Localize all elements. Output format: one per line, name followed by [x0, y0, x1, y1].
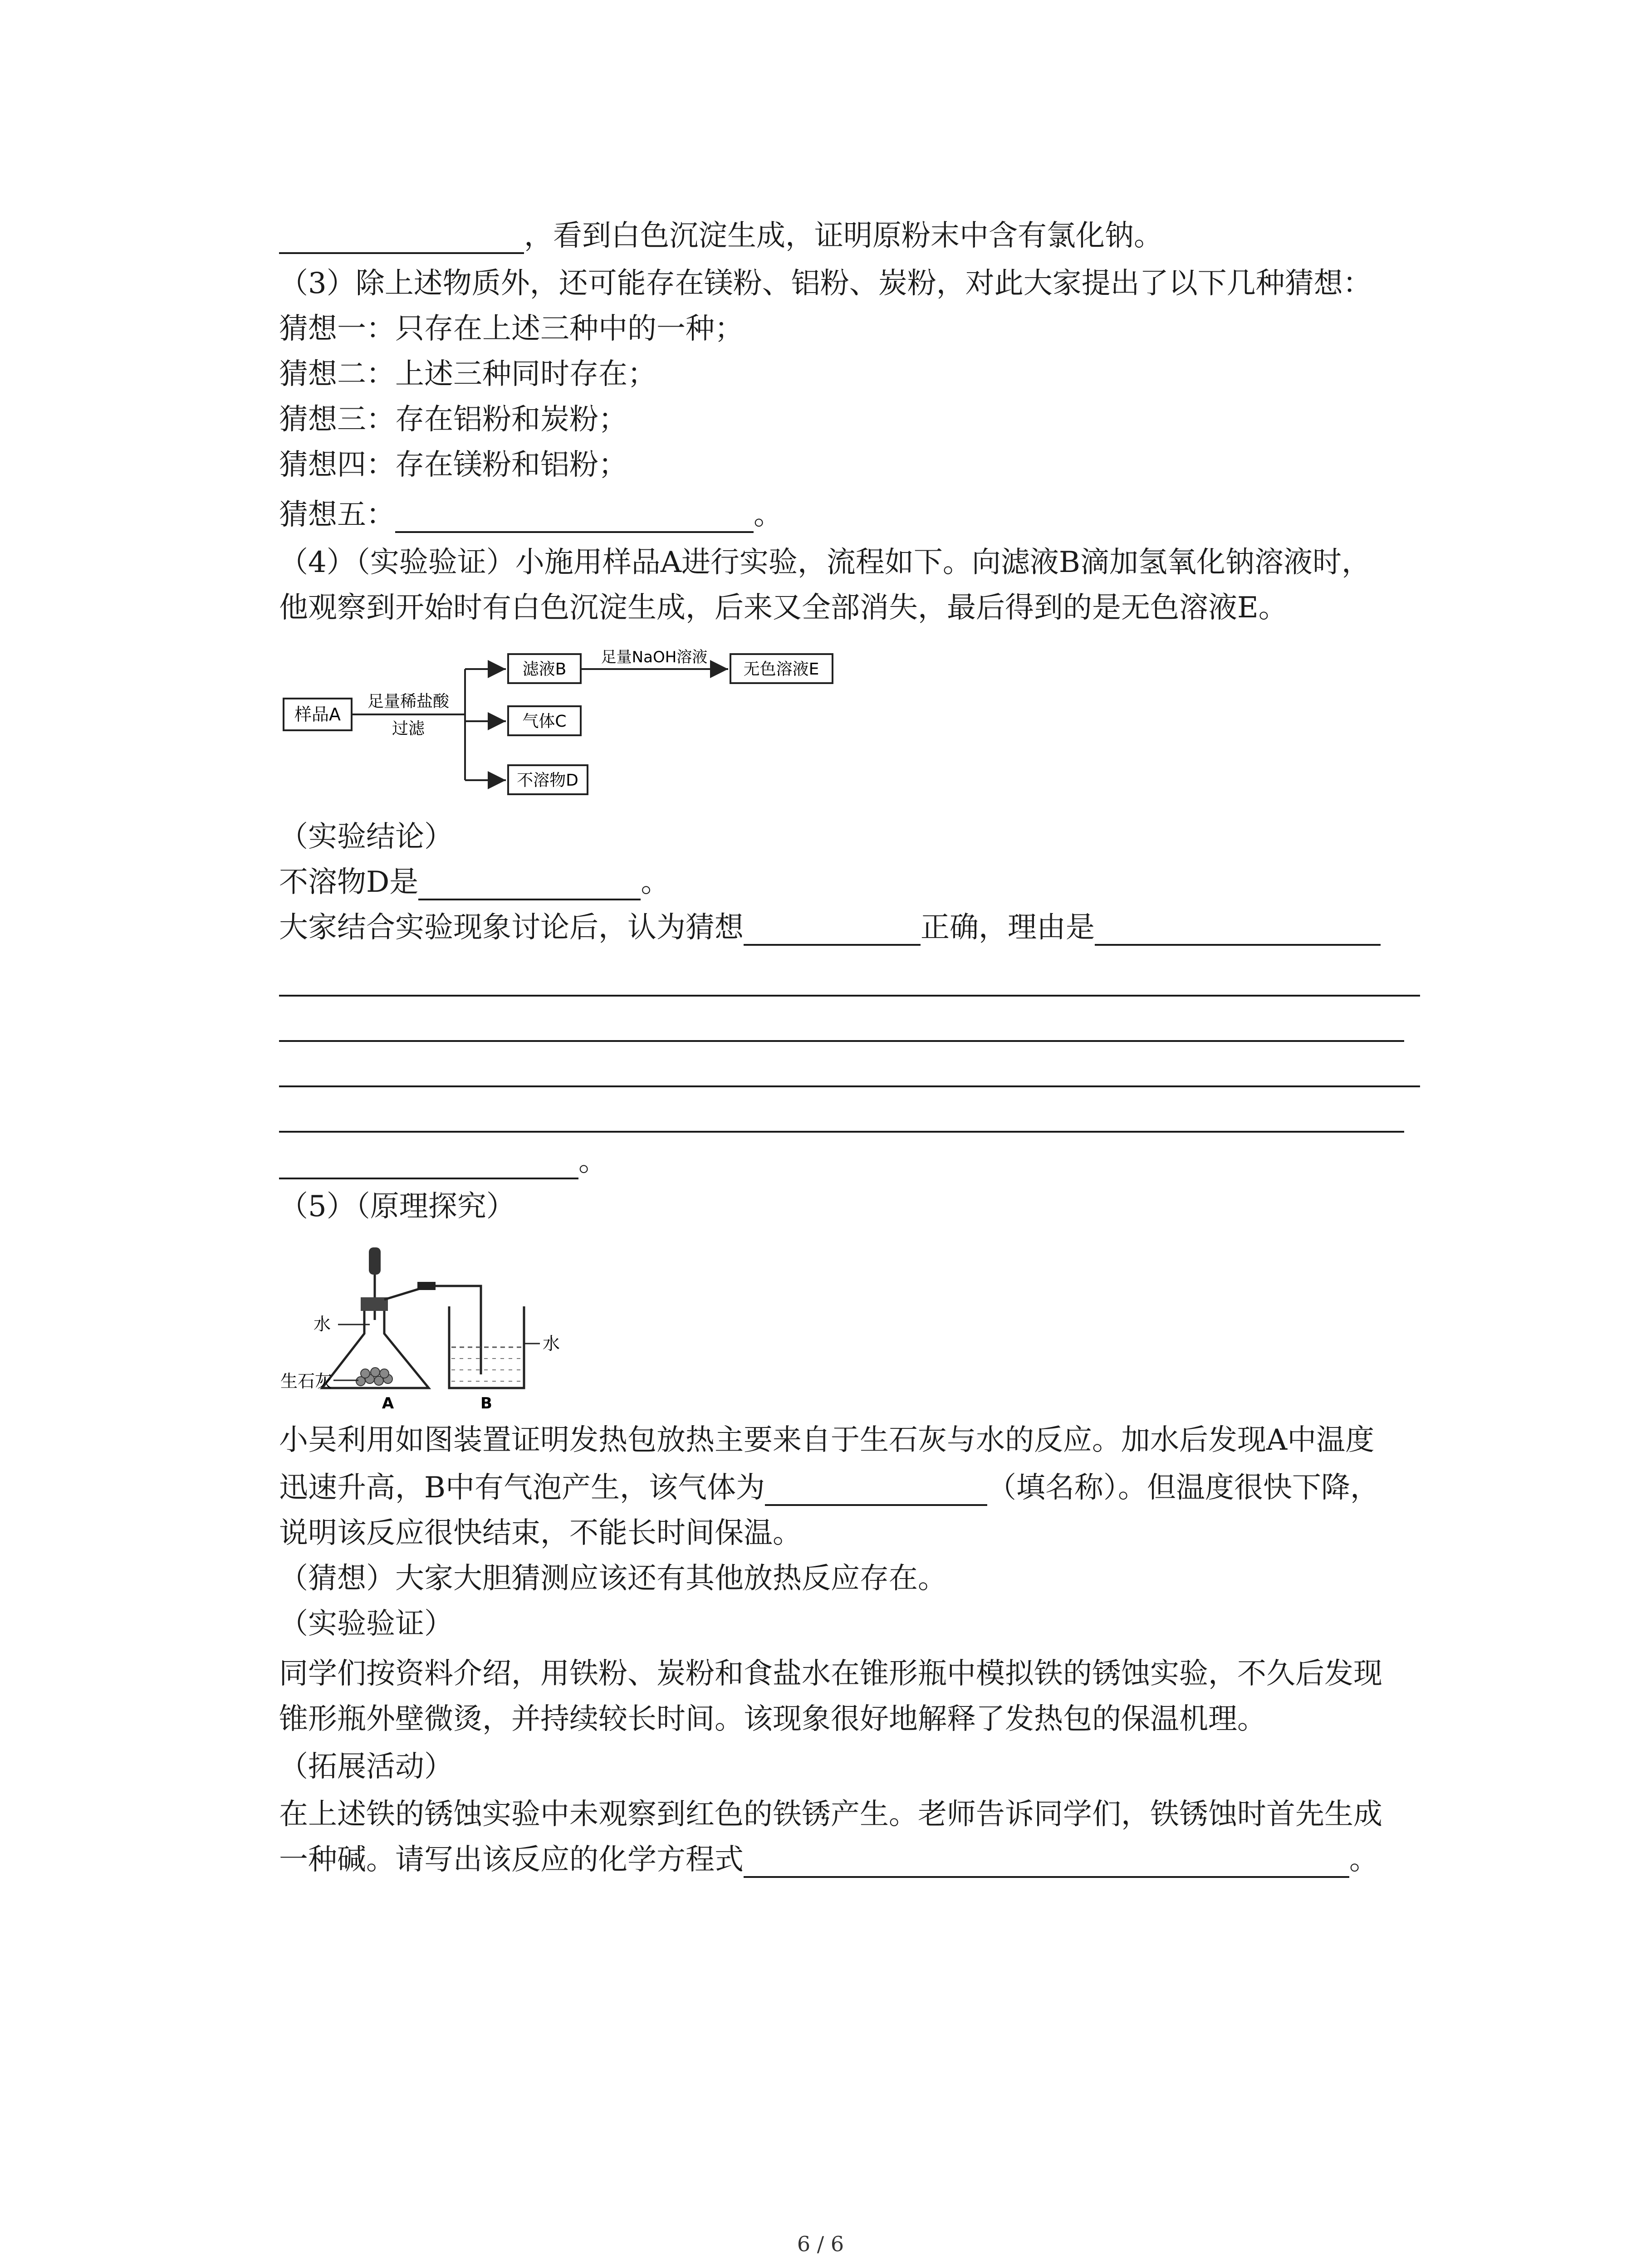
reagent-label: 足量稀盐酸 — [367, 692, 450, 711]
flask-stopper — [361, 1297, 388, 1311]
text-line-2: （3）除上述物质外，还可能存在镁粉、铝粉、炭粉，对此大家提出了以下几种猜想： — [279, 267, 1372, 300]
text-line-7: 猜想五： 。 — [279, 497, 783, 533]
insoluble-label: 不溶物D — [517, 771, 578, 790]
answer-blank-reason[interactable] — [1095, 913, 1381, 946]
text-line-8: （4）（实验验证）小施用样品A进行实验，流程如下。向滤液B滴加氢氧化钠溶液时， — [279, 546, 1371, 579]
text-line-6: 猜想四：存在镁粉和铝粉； — [279, 448, 627, 482]
text-line-14: （5）（原理探究） — [279, 1190, 515, 1223]
answer-blank-insoluble[interactable] — [418, 868, 641, 900]
text-line-16: 迅速升高，B中有气泡产生，该气体为 （填名称）。但温度很快下降， — [279, 1470, 1379, 1506]
solution-label: 无色溶液E — [743, 660, 819, 679]
quicklime-granules — [356, 1368, 392, 1386]
answer-rule-1[interactable] — [279, 995, 1420, 997]
quicklime-label: 生石灰 — [280, 1371, 333, 1391]
text-line-11: 不溶物D是 。 — [279, 864, 670, 900]
sample-label: 样品A — [294, 704, 341, 724]
answer-blank-guess-five[interactable] — [395, 500, 754, 533]
text-line-9: 他观察到开始时有白色沉淀生成，后来又全部消失，最后得到的是无色溶液E。 — [279, 591, 1288, 625]
text-line-1: ，看到白色沉淀生成，证明原粉末中含有氯化钠。 — [279, 218, 1163, 254]
answer-blank-1[interactable] — [279, 221, 524, 254]
text-line-17: 说明该反应很快结束，不能长时间保温。 — [279, 1516, 802, 1550]
text-line-15: 小吴利用如图装置证明发热包放热主要来自于生石灰与水的反应。加水后发现A中温度 — [279, 1423, 1375, 1457]
text-line-5: 猜想三：存在铝粉和炭粉； — [279, 403, 627, 436]
text-line-3: 猜想一：只存在上述三种中的一种； — [279, 312, 744, 346]
answer-rule-3[interactable] — [279, 1085, 1420, 1087]
flask-label-a: A — [382, 1394, 394, 1413]
water-right-label: 水 — [542, 1334, 560, 1354]
text-line-12: 大家结合实验现象讨论后，认为猜想 正确，理由是 — [279, 909, 1381, 946]
water-left-label: 水 — [313, 1314, 331, 1334]
text-line-4: 猜想二：上述三种同时存在； — [279, 357, 656, 391]
text-line-22: （拓展活动） — [279, 1750, 453, 1784]
apparatus-diagram — [279, 1243, 569, 1415]
text-line-18: （猜想）大家大胆猜测应该还有其他放热反应存在。 — [279, 1562, 947, 1595]
delivery-tube — [384, 1286, 481, 1374]
text-line-24: 一种碱。请写出该反应的化学方程式 。 — [279, 1842, 1378, 1878]
text-line-13: 。 — [279, 1143, 607, 1179]
tube-connector — [417, 1282, 436, 1290]
experiment-flowchart — [279, 649, 869, 812]
beaker-label-b: B — [480, 1394, 492, 1413]
text-line-21: 锥形瓶外壁微烫，并持续较长时间。该现象很好地解释了发热包的保温机理。 — [279, 1702, 1266, 1736]
answer-blank-equation[interactable] — [744, 1845, 1349, 1878]
dropper-bulb — [369, 1247, 381, 1275]
page-number: 6 / 6 — [797, 2232, 844, 2256]
filtrate-label: 滤液B — [522, 660, 567, 679]
gas-label: 气体C — [522, 712, 567, 731]
naoh-label: 足量NaOH溶液 — [601, 649, 708, 666]
operation-label: 过滤 — [392, 719, 425, 738]
text-line-23: 在上述铁的锈蚀实验中未观察到红色的铁锈产生。老师告诉同学们，铁锈蚀时首先生成 — [279, 1798, 1382, 1831]
answer-blank-reason-end[interactable] — [279, 1147, 578, 1179]
text-line-10: （实验结论） — [279, 820, 453, 854]
answer-blank-which-guess[interactable] — [744, 913, 921, 946]
answer-rule-2[interactable] — [279, 1040, 1404, 1042]
text-line-20: 同学们按资料介绍，用铁粉、炭粉和食盐水在锥形瓶中模拟铁的锈蚀实验，不久后发现 — [279, 1657, 1382, 1691]
answer-rule-4[interactable] — [279, 1131, 1404, 1133]
text-line-19: （实验验证） — [279, 1607, 453, 1641]
answer-blank-gas-name[interactable] — [765, 1473, 987, 1506]
